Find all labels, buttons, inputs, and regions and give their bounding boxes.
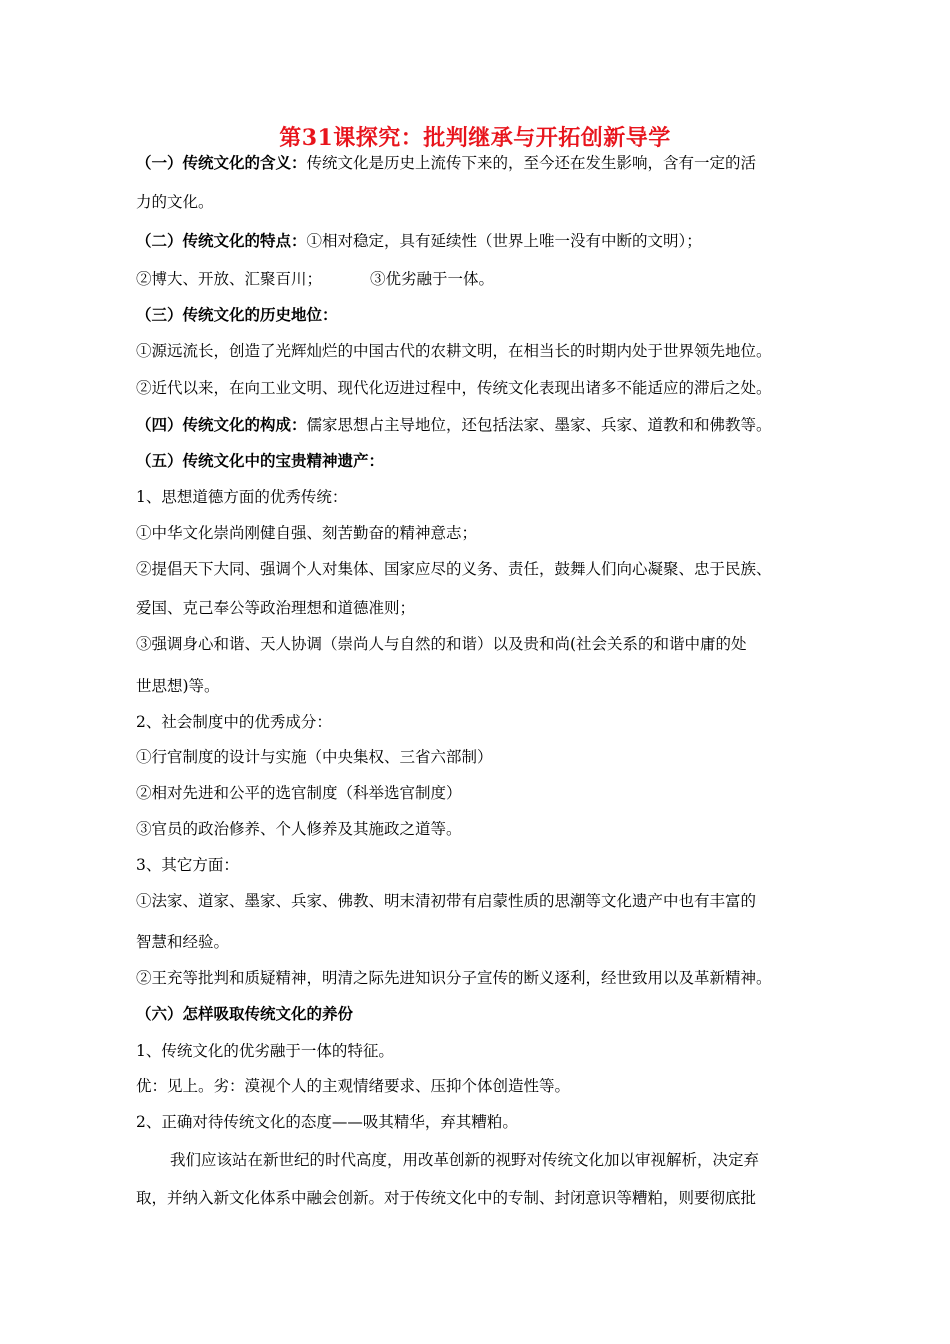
- section-6-heading: （六）怎样吸取传统文化的养份: [136, 1004, 354, 1023]
- section-6-point-1a: 优：见上。劣：漠视个人的主观情绪要求、压抑个体创造性等。: [136, 1077, 571, 1095]
- section-5-point-1b-line-2: 爱国、克己奉公等政治理想和道德准则；: [136, 599, 416, 617]
- section-3-item-1: ①源远流长，创造了光辉灿烂的中国古代的农耕文明，在相当长的时期内处于世界领先地位。: [136, 342, 772, 360]
- section-1-line-2: 力的文化。: [136, 193, 214, 211]
- section-5-point-3b: ②王充等批判和质疑精神，明清之际先进知识分子宣传的断义逐利，经世致用以及革新精神。: [136, 969, 772, 987]
- section-6-paragraph-line-1: 我们应该站在新世纪的时代高度，用改革创新的视野对传统文化加以审视解析，决定弃: [170, 1151, 760, 1169]
- section-2-heading: （二）传统文化的特点：: [136, 231, 307, 250]
- section-2-item-3: ③优劣融于一体。: [370, 270, 495, 288]
- section-4-line: [136, 415, 772, 435]
- section-1-heading: （一）传统文化的含义：: [136, 153, 307, 172]
- section-5-point-3a-line-1: ①法家、道家、墨家、兵家、佛教、明末清初带有启蒙性质的思潮等文化遗产中也有丰富的: [136, 892, 757, 910]
- section-5-point-1: 1、思想道德方面的优秀传统：: [136, 488, 348, 506]
- section-4-heading: （四）传统文化的构成：: [136, 415, 307, 434]
- section-6-paragraph-line-2: 取，并纳入新文化体系中融会创新。对于传统文化中的专制、封闭意识等糟粕，则要彻底批: [136, 1189, 757, 1207]
- section-2-line-2: [136, 269, 494, 289]
- section-2-item-2: ②博大、开放、汇聚百川；: [136, 270, 323, 288]
- section-3-item-2: ②近代以来，在向工业文明、现代化迈进过程中，传统文化表现出诸多不能适应的滞后之处。: [136, 379, 772, 397]
- section-4-text: 儒家思想占主导地位，还包括法家、墨家、兵家、道教和和佛教等。: [306, 416, 772, 434]
- section-5-point-3: 3、其它方面：: [136, 856, 239, 874]
- section-1-text: 传统文化是历史上流传下来的，至今还在发生影响，含有一定的活: [306, 154, 757, 172]
- section-5-point-1c-line-1: ③强调身心和谐、天人协调（崇尚人与自然的和谐）以及贵和尚(社会关系的和谐中庸的处: [136, 635, 747, 653]
- section-5-heading: （五）传统文化中的宝贵精神遗产：: [136, 451, 385, 470]
- document-title: 第31课探究：批判继承与开拓创新导学: [279, 125, 671, 151]
- section-2-text: ①相对稳定，具有延续性（世界上唯一没有中断的文明）；: [306, 232, 702, 250]
- section-6-point-2: 2、正确对待传统文化的态度——吸其精华，弃其糟粕。: [136, 1113, 518, 1131]
- section-5-point-2a: ①行官制度的设计与实施（中央集权、三省六部制）: [136, 748, 493, 766]
- section-5-point-2c: ③官员的政治修养、个人修养及其施政之道等。: [136, 820, 462, 838]
- section-5-point-2: 2、社会制度中的优秀成分：: [136, 713, 332, 731]
- section-1-line-1: [136, 153, 756, 173]
- section-5-point-1b-line-1: ②提倡天下大同、强调个人对集体、国家应尽的义务、责任，鼓舞人们向心凝聚、忠于民族、: [136, 560, 772, 578]
- section-5-point-3a-line-2: 智慧和经验。: [136, 933, 230, 951]
- section-3-heading: （三）传统文化的历史地位：: [136, 305, 338, 324]
- section-2-line-1: [136, 231, 702, 251]
- section-5-point-1a: ①中华文化崇尚刚健自强、刻苦勤奋的精神意志；: [136, 524, 478, 542]
- section-5-point-2b: ②相对先进和公平的选官制度（科举选官制度）: [136, 784, 462, 802]
- section-6-point-1: 1、传统文化的优劣融于一体的特征。: [136, 1042, 394, 1060]
- section-5-point-1c-line-2: 世思想)等。: [136, 677, 220, 695]
